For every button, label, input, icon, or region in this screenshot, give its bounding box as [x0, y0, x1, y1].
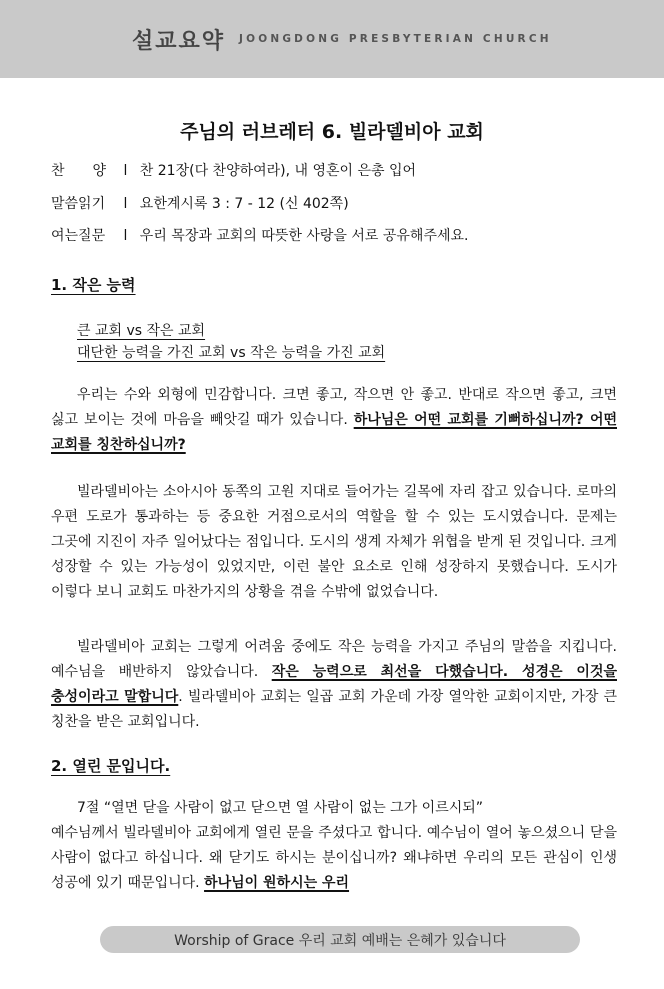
- info-label: 찬 양: [51, 163, 107, 179]
- paragraph-text: . 빌라델비아 교회는 일곱 교회 가운데 가장 열악한 교회이지만, 가장 큰 칭찬을 받은 교회입니다.: [51, 689, 618, 730]
- section-heading-2: 2. 열린 문입니다.: [51, 757, 171, 775]
- paragraph-text: 빌라델비아 교회는 그렇게 어려움 중에도 작은 능력을 가지고 주님의 말씀을 지킵니다. 예수님을 배반하지 않았습니다.: [51, 639, 617, 680]
- emphasis-text: 하나님은 어떤 교회를 기뻐하십니까? 어떤 교회를 칭찬하십니까?: [51, 412, 617, 453]
- page-header: [0, 0, 664, 78]
- info-label: 여는질문: [51, 228, 106, 244]
- info-value: 찬 21장(다 찬양하여라), 내 영혼이 은총 입어: [139, 163, 417, 179]
- footer-banner: Worship of Grace 우리 교회 예배는 은혜가 있습니다: [100, 926, 580, 953]
- header-title: 설교요약: [132, 28, 226, 54]
- paragraph-text: 예수님께서 빌라델비아 교회에게 열린 문을 주셨다고 합니다. 예수님이 열어 놓으셨으니 닫을 사람이 없다고 하십니다. 왜 닫기도 하시는 분이십니까? 왜냐하면 우리의 모든 관심이 인생 성공에 있기 때문입니다.: [51, 825, 617, 891]
- paragraph-1: [51, 383, 617, 458]
- comparison-line-2: 대단한 능력을 가진 교회 vs 작은 능력을 가진 교회: [77, 345, 386, 361]
- emphasis-text: 작은 능력으로 최선을 다했습니다. 성경은 이것을 충성이라고 말합니다: [51, 664, 617, 705]
- paragraph-text: 우리는 수와 외형에 민감합니다. 크면 좋고, 작으면 안 좋고. 반대로 작으면 좋고, 크면 싫고 보이는 것에 마음을 빼앗길 때가 있습니다.: [51, 387, 617, 428]
- emphasis-text: 하나님이 원하시는 우리: [204, 875, 350, 891]
- info-separator: l: [123, 163, 128, 179]
- section-heading-1: 1. 작은 능력: [51, 276, 136, 294]
- info-value: 우리 목장과 교회의 따뜻한 사랑을 서로 공유해주세요.: [139, 228, 469, 244]
- info-separator: l: [123, 196, 128, 212]
- comparison-line-1: 큰 교회 vs 작은 교회: [77, 323, 206, 339]
- paragraph-2: [51, 480, 617, 605]
- info-row-reading: [51, 193, 349, 213]
- paragraph-3: [51, 635, 617, 735]
- document-title: 주님의 러브레터 6. 빌라델비아 교회: [180, 121, 484, 143]
- info-separator: l: [123, 228, 128, 244]
- scripture-quote: 7절 “열면 닫을 사람이 없고 닫으면 열 사람이 없는 그가 이르시되”: [77, 800, 484, 816]
- info-row-hymn: [51, 160, 416, 180]
- paragraph-text: 빌라델비아는 소아시아 동쪽의 고원 지대로 들어가는 길목에 자리 잡고 있습니다. 로마의 우편 도로가 통과하는 등 중요한 거점으로서의 역할을 할 수 있는 도시였습니다. 문제는 그곳에 지진이 자주 일어났다는 점입니다. 도시의 생계 자체가 위협을 받게 된 것입니다. 크게 성장할 수 있는 가능성이 있었지만, 이런 불안 요소로 인해 성장하지 못했습니다. 도시가 이렇다 보니 교회도 마찬가지의 상황을 겪을 수밖에 없었습니다.: [51, 484, 617, 600]
- header-subtitle: JOONGDONG PRESBYTERIAN CHURCH: [239, 33, 552, 45]
- info-value: 요한계시록 3 : 7 - 12 (신 402쪽): [139, 196, 349, 212]
- info-row-opening-question: [51, 225, 468, 245]
- info-label: 말씀읽기: [51, 196, 106, 212]
- paragraph-4: [51, 796, 617, 896]
